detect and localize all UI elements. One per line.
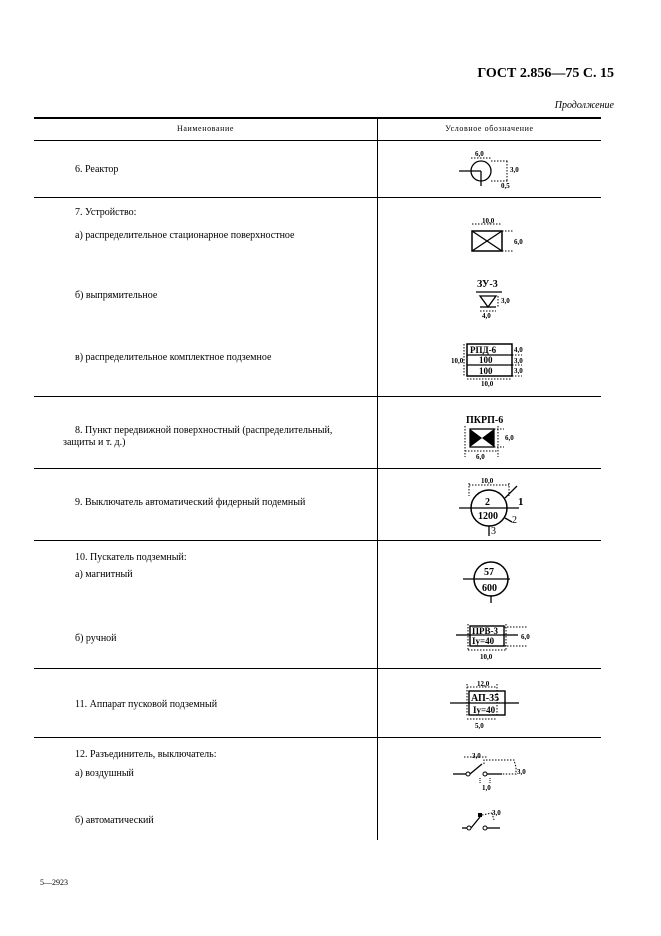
breaker-sub: 3 bbox=[491, 526, 496, 537]
starter-label: АП-35 bbox=[471, 693, 500, 704]
dim-label: 6,0 bbox=[521, 633, 530, 641]
launch-apparatus-symbol bbox=[445, 677, 530, 732]
row-device: 7. Устройство: bbox=[75, 207, 137, 218]
dim-label: 3,0 bbox=[472, 752, 481, 760]
dim-label: 6,0 bbox=[475, 150, 484, 158]
row-mobile-point-line1: 8. Пункт передвижной поверхностный (распределительный, bbox=[75, 425, 333, 436]
row-divider bbox=[34, 396, 601, 397]
dim-label: 5,0 bbox=[475, 722, 484, 730]
row-device-rectifier: б) выпрямительное bbox=[75, 290, 158, 301]
row-mobile-point-line2: защиты и т. д.) bbox=[63, 437, 126, 448]
breaker-symbol bbox=[455, 474, 540, 539]
manual-label: ПРВ-3 bbox=[472, 626, 498, 636]
row-divider bbox=[34, 468, 601, 469]
dim-label: 0,5 bbox=[501, 182, 510, 190]
document-reference: ГОСТ 2.856—75 С. 15 bbox=[477, 66, 614, 81]
dim-label: 12,0 bbox=[477, 680, 490, 688]
dim-label: 6,0 bbox=[505, 434, 514, 442]
dim-label: 3,0 bbox=[514, 367, 523, 375]
row-disconnector-auto: б) автоматический bbox=[75, 815, 154, 826]
distribution-device-symbol bbox=[465, 214, 540, 259]
dim-label: 10,0 bbox=[481, 477, 494, 485]
breaker-n2: 2 bbox=[512, 515, 517, 526]
row-divider bbox=[34, 668, 601, 669]
magnetic-starter-symbol bbox=[458, 556, 518, 606]
dim-label: 3,0 bbox=[510, 166, 519, 174]
dim-label: 3,0 bbox=[517, 768, 526, 776]
table-top-rule bbox=[34, 117, 601, 119]
rdp-label: 100 bbox=[479, 355, 493, 365]
breaker-n1: 1 bbox=[518, 496, 524, 508]
dim-label: 6,0 bbox=[476, 453, 485, 461]
dim-label: 10,0 bbox=[451, 357, 464, 365]
column-header-name: Наименование bbox=[176, 124, 235, 133]
row-device-distribution: а) распределительное стационарное поверхностное bbox=[75, 230, 295, 241]
row-launch-apparatus: 11. Аппарат пусковой подземный bbox=[75, 699, 218, 710]
column-divider bbox=[377, 118, 378, 840]
magnetic-top: 57 bbox=[484, 567, 494, 578]
row-divider bbox=[34, 737, 601, 738]
dim-label: 3,0 bbox=[492, 809, 501, 817]
row-divider bbox=[34, 540, 601, 541]
pkrp-label: ПКРП-6 bbox=[466, 415, 504, 426]
row-device-complete: в) распределительное комплектное подземное bbox=[75, 352, 272, 363]
air-disconnector-symbol bbox=[450, 750, 535, 800]
dim-label: 3,0 bbox=[501, 297, 510, 305]
page-code: 5—2923 bbox=[40, 878, 68, 887]
dim-label: 10,0 bbox=[480, 653, 493, 661]
complete-distribution-symbol bbox=[450, 340, 540, 390]
manual-current: Iу=40 bbox=[472, 636, 495, 646]
row-reactor: 6. Реактор bbox=[75, 164, 119, 175]
reactor-symbol bbox=[455, 148, 525, 193]
manual-starter-symbol bbox=[452, 620, 537, 665]
breaker-current: 1200 bbox=[478, 511, 498, 522]
row-disconnector-air: а) воздушный bbox=[75, 768, 134, 779]
magnetic-bottom: 600 bbox=[482, 583, 497, 594]
row-starter: 10. Пускатель подземный: bbox=[75, 552, 187, 563]
dim-label: 1,0 bbox=[482, 784, 491, 792]
row-divider bbox=[34, 197, 601, 198]
dim-label: 10,0 bbox=[481, 380, 494, 388]
row-disconnector: 12. Разъединитель, выключатель: bbox=[75, 749, 217, 760]
dim-label: 10,0 bbox=[482, 217, 495, 225]
column-header-symbol: Условное обозначение bbox=[445, 124, 534, 133]
rectifier-symbol bbox=[470, 276, 520, 321]
starter-current: Iу=40 bbox=[473, 705, 496, 715]
dim-label: 3,0 bbox=[514, 357, 523, 365]
dim-label: 4,0 bbox=[514, 346, 523, 354]
mobile-point-symbol bbox=[462, 413, 527, 463]
continuation-label: Продолжение bbox=[554, 100, 614, 111]
rdp-label: РПД-6 bbox=[470, 345, 497, 355]
rdp-label: 100 bbox=[479, 366, 493, 376]
breaker-number: 2 bbox=[485, 497, 490, 508]
row-breaker: 9. Выключатель автоматический фидерный подемный bbox=[75, 497, 306, 508]
table-header-rule bbox=[34, 140, 601, 141]
rectifier-label: ЗУ-3 bbox=[477, 279, 498, 290]
row-starter-magnetic: а) магнитный bbox=[75, 569, 133, 580]
dim-label: 4,0 bbox=[482, 312, 491, 320]
dim-label: 6,0 bbox=[514, 238, 523, 246]
row-starter-manual: б) ручной bbox=[75, 633, 117, 644]
auto-disconnector-symbol bbox=[452, 806, 527, 841]
